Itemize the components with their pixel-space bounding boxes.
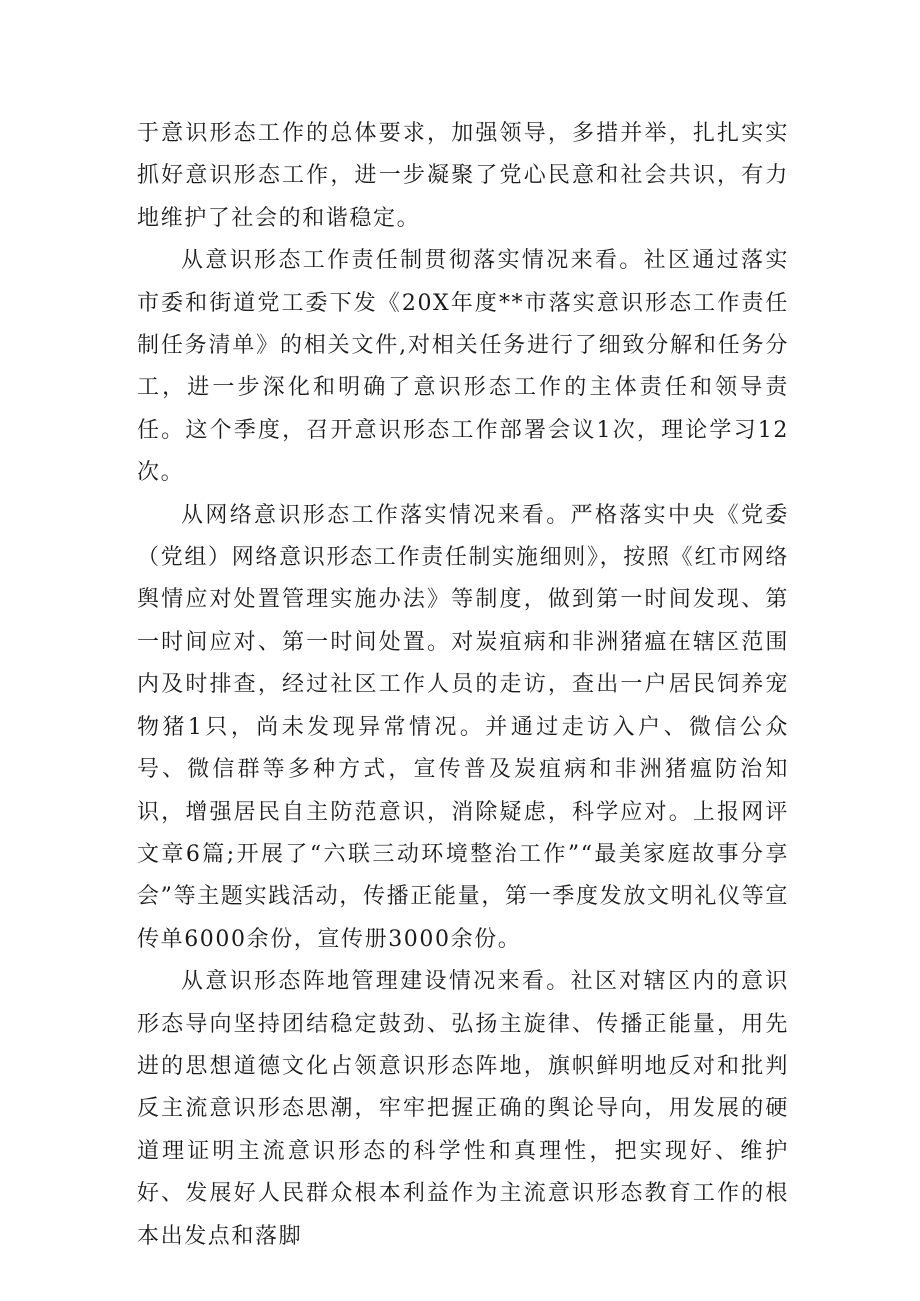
document-body bbox=[137, 113, 789, 1258]
paragraph-position-management: 从意识形态阵地管理建设情况来看。社区对辖区内的意识形态导向坚持团结稳定鼓劲、弘扬主旋律、传播正能量，用先进的思想道德文化占领意识形态阵地，旗帜鲜明地反对和批判反主流意识形态思潮，牢牢把握正确的舆论导向，用发展的硬道理证明主流意识形态的科学性和真理性，把实现好、维护好、发展好人民群众根本利益作为主流意识形态教育工作的根本出发点和落脚 bbox=[137, 969, 789, 1249]
paragraph-continuation: 于意识形态工作的总体要求，加强领导，多措并举，扎扎实实抓好意识形态工作，进一步凝聚了党心民意和社会共识，有力地维护了社会的和谐稳定。 bbox=[137, 121, 789, 231]
paragraph-network-ideology: 从网络意识形态工作落实情况来看。严格落实中央《党委（党组）网络意识形态工作责任制实施细则》，按照《红市网络舆情应对处置管理实施办法》等制度，做到第一时间发现、第一时间应对、第一时间处置。对炭疽病和非洲猪瘟在辖区范围内及时排查，经过社区工作人员的走访，查出一户居民饲养宠物猪1只，尚未发现异常情况。并通过走访入户、微信公众号、微信群等多种方式，宣传普及炭疽病和非洲猪瘟防治知识，增强居民自主防范意识，消除疑虑，科学应对。上报网评文章6篇;开展了“六联三动环境整治工作”“最美家庭故事分享会”等主题实践活动，传播正能量，第一季度发放文明礼仪等宣传单6000余份，宣传册3000余份。 bbox=[137, 502, 789, 952]
paragraph-responsibility-system: 从意识形态工作责任制贯彻落实情况来看。社区通过落实市委和街道党工委下发《20X年度**市落实意识形态工作责任制任务清单》的相关文件,对相关任务进行了细致分解和任务分工，进一步深化和明确了意识形态工作的主体责任和领导责任。这个季度，召开意识形态工作部署会议1次，理论学习12次。 bbox=[137, 248, 789, 486]
